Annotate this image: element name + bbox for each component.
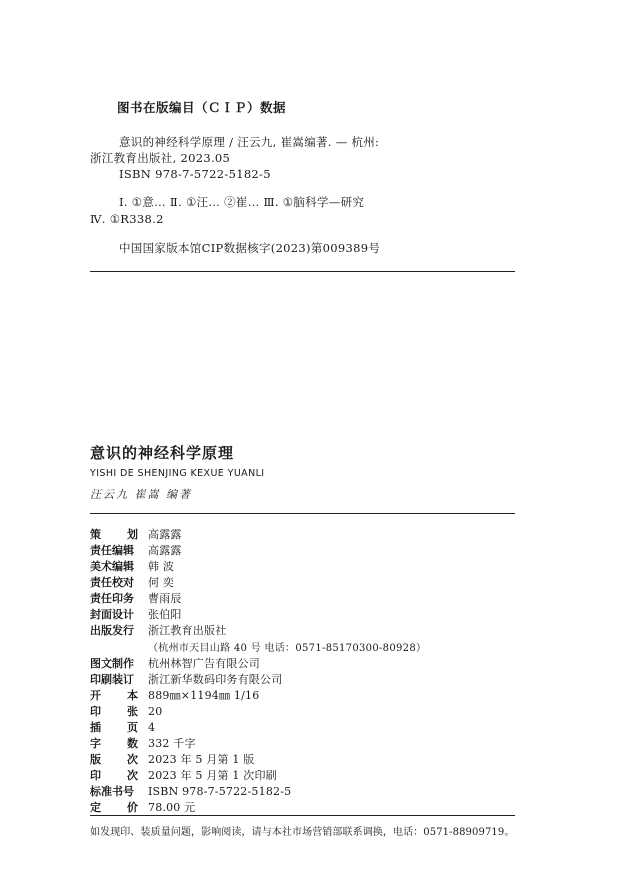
credit-value: 4 [148, 720, 156, 734]
credit-label-part: 印刷装订 [90, 673, 134, 686]
book-authors: 汪云九 崔嵩 编著 [90, 488, 192, 501]
cip-line-subjects: Ⅰ. ①意… Ⅱ. ①汪… ②崔… Ⅲ. ①脑科学—研究 [119, 195, 365, 209]
credit-row [90, 542, 182, 558]
credit-label [90, 590, 138, 606]
credit-row [90, 687, 259, 703]
title-divider [90, 513, 515, 514]
credit-row [90, 799, 195, 815]
quality-notice: 如发现印、装质量问题，影响阅读，请与本社市场营销部联系调换，电话：0571-88909719。 [90, 827, 515, 838]
credit-label [90, 767, 138, 783]
credit-label-part: 数 [127, 737, 138, 750]
cip-divider [90, 271, 515, 272]
credit-label [90, 542, 138, 558]
credit-value: ISBN 978-7-5722-5182-5 [148, 784, 292, 798]
cip-line-isbn: ISBN 978-7-5722-5182-5 [119, 167, 271, 181]
credit-value: 2023 年 5 月第 1 版 [148, 753, 255, 766]
footer-divider [90, 815, 515, 816]
credit-value: 889㎜×1194㎜ 1/16 [148, 689, 260, 702]
credit-value: 浙江教育出版社 [148, 624, 227, 637]
credit-label-part: 划 [127, 528, 138, 541]
credit-value: 332 千字 [148, 737, 196, 750]
credit-value: 浙江新华数码印务有限公司 [148, 673, 283, 686]
credit-label-part: 出版发行 [90, 624, 134, 637]
credit-label [90, 687, 138, 703]
credit-row [90, 783, 291, 799]
credit-label-part: 价 [127, 801, 138, 814]
credit-label-part: 责任印务 [90, 592, 134, 605]
credit-row [90, 590, 182, 606]
credit-row [90, 558, 174, 574]
cip-line-publisher: 浙江教育出版社, 2023.05 [90, 151, 231, 165]
credit-label [90, 622, 138, 638]
credit-label-part: 美术编辑 [90, 560, 134, 573]
credit-value: 20 [148, 704, 163, 718]
credit-row [90, 574, 174, 590]
credit-row [90, 751, 254, 767]
credit-label [90, 526, 138, 542]
credit-label-part: 次 [127, 769, 138, 782]
cip-line-classification: Ⅳ. ①R338.2 [90, 212, 164, 226]
credit-label-part: 本 [127, 689, 138, 702]
book-title: 意识的神经科学原理 [90, 444, 235, 462]
credit-label [90, 606, 138, 622]
credit-label-part: 印 [90, 705, 101, 718]
credit-label-part: 开 [90, 689, 101, 702]
credit-row [90, 671, 282, 687]
credit-label [90, 558, 138, 574]
credit-row [90, 622, 226, 638]
credit-label [90, 719, 138, 735]
credit-label [90, 655, 138, 671]
credit-label-part: 策 [90, 528, 101, 541]
credit-value: 韩 波 [148, 560, 175, 573]
credit-label-part: 次 [127, 753, 138, 766]
credit-label-part: 图文制作 [90, 657, 134, 670]
credit-value: 2023 年 5 月第 1 次印刷 [148, 769, 277, 782]
cip-line-title: 意识的神经科学原理 / 汪云九, 崔嵩编著. — 杭州: [119, 135, 380, 149]
credit-value: 高露露 [148, 528, 182, 541]
credit-label-part: 封面设计 [90, 608, 134, 621]
credit-label-part: 插 [90, 721, 101, 734]
credit-label-part: 标准书号 [90, 785, 134, 798]
credit-value: 何 奕 [148, 576, 175, 589]
credit-row [90, 703, 162, 719]
credit-label-part: 定 [90, 801, 101, 814]
credit-row [90, 655, 260, 671]
publisher-address: （杭州市天目山路 40 号 电话：0571-85170300-80928） [148, 643, 427, 654]
credit-label-part: 页 [127, 721, 138, 734]
credit-label [90, 735, 138, 751]
credit-row [90, 767, 277, 783]
cip-record-number: 中国国家版本馆CIP数据核字(2023)第009389号 [119, 241, 381, 255]
credit-label [90, 671, 138, 687]
credit-label [90, 799, 138, 815]
credit-row [90, 719, 155, 735]
credit-row [90, 526, 182, 542]
credit-label [90, 703, 138, 719]
credit-label [90, 751, 138, 767]
credit-label-part: 字 [90, 737, 101, 750]
credit-row [90, 735, 196, 751]
credit-label-part: 张 [127, 705, 138, 718]
credit-value: 78.00 元 [148, 801, 196, 814]
credit-label [90, 783, 138, 799]
credit-label-part: 责任编辑 [90, 544, 134, 557]
credit-label-part: 版 [90, 753, 101, 766]
cip-heading: 图书在版编目（ＣＩＰ）数据 [117, 100, 287, 115]
book-pinyin-title: YISHI DE SHENJING KEXUE YUANLI [90, 468, 265, 479]
credit-value: 张伯阳 [148, 608, 182, 621]
credit-value: 曹雨辰 [148, 592, 182, 605]
credit-label-part: 印 [90, 769, 101, 782]
credit-label [90, 574, 138, 590]
credit-label-part: 责任校对 [90, 576, 134, 589]
credit-value: 高露露 [148, 544, 182, 557]
credit-row [90, 606, 182, 622]
credit-value: 杭州林智广告有限公司 [148, 657, 260, 670]
